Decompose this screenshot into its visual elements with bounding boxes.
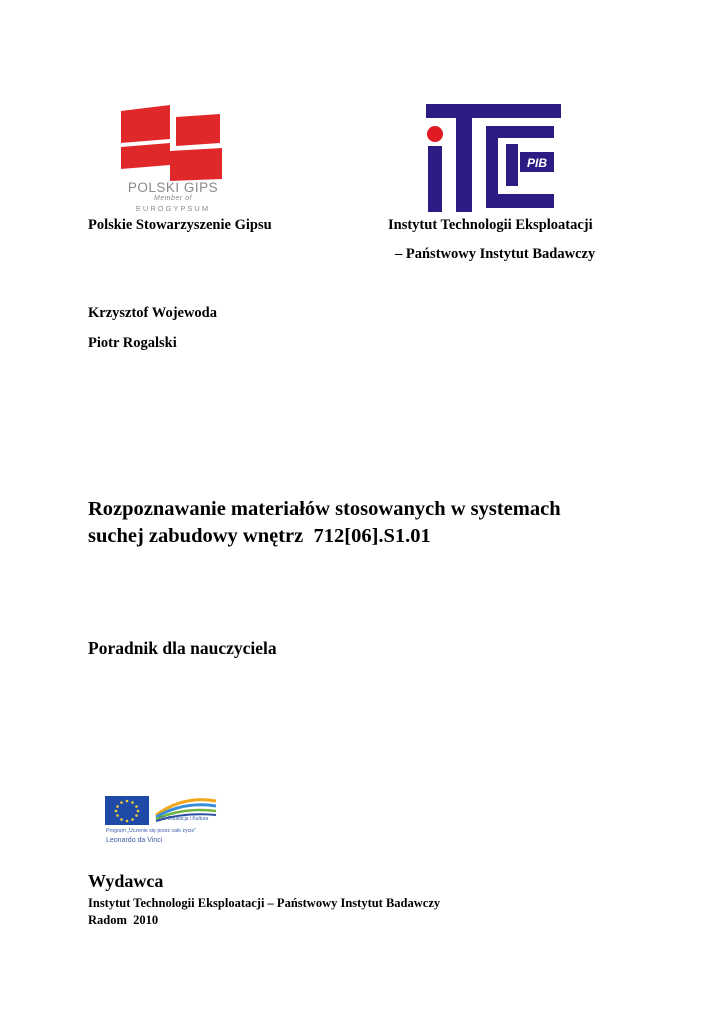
eu-logo-dg-text: DG Edukacja i Kultura [159, 816, 209, 822]
document-subtitle: Poradnik dla nauczyciela [88, 638, 277, 658]
publisher-heading: Wydawca [88, 871, 164, 891]
author-name: Piotr Rogalski [88, 335, 177, 351]
publisher-place-year: Radom 2010 [88, 913, 159, 927]
author-name: Krzysztof Wojewoda [88, 305, 217, 321]
publisher-name: Instytut Technologii Eksploatacji – Państwowy Instytut Badawczy [88, 896, 441, 910]
polski-gips-logo-name: POLSKI GIPS [127, 180, 219, 195]
polski-gips-logo-member: Member of [154, 195, 192, 202]
ite-logo-badge: PIB [526, 156, 548, 170]
organization-left: Polskie Stowarzyszenie Gipsu [88, 217, 272, 233]
eu-logo-program-text: Program „Uczenie się przez całe życie” [106, 828, 196, 834]
document-title [88, 496, 648, 550]
document-title-line2: suchej zabudowy wnętrz 712[06].S1.01 [88, 525, 431, 547]
organization-right-line1: Instytut Technologii Eksploatacji [388, 217, 593, 233]
organization-right-line2: – Państwowy Instytut Badawczy [395, 246, 596, 262]
document-title-line1: Rozpoznawanie materiałów stosowanych w systemach [88, 498, 561, 520]
eu-logo-leonardo-text: Leonardo da Vinci [106, 837, 163, 844]
ite-pib-logo [426, 104, 561, 212]
polski-gips-logo-eurogypsum: EUROGYPSUM [135, 204, 211, 213]
